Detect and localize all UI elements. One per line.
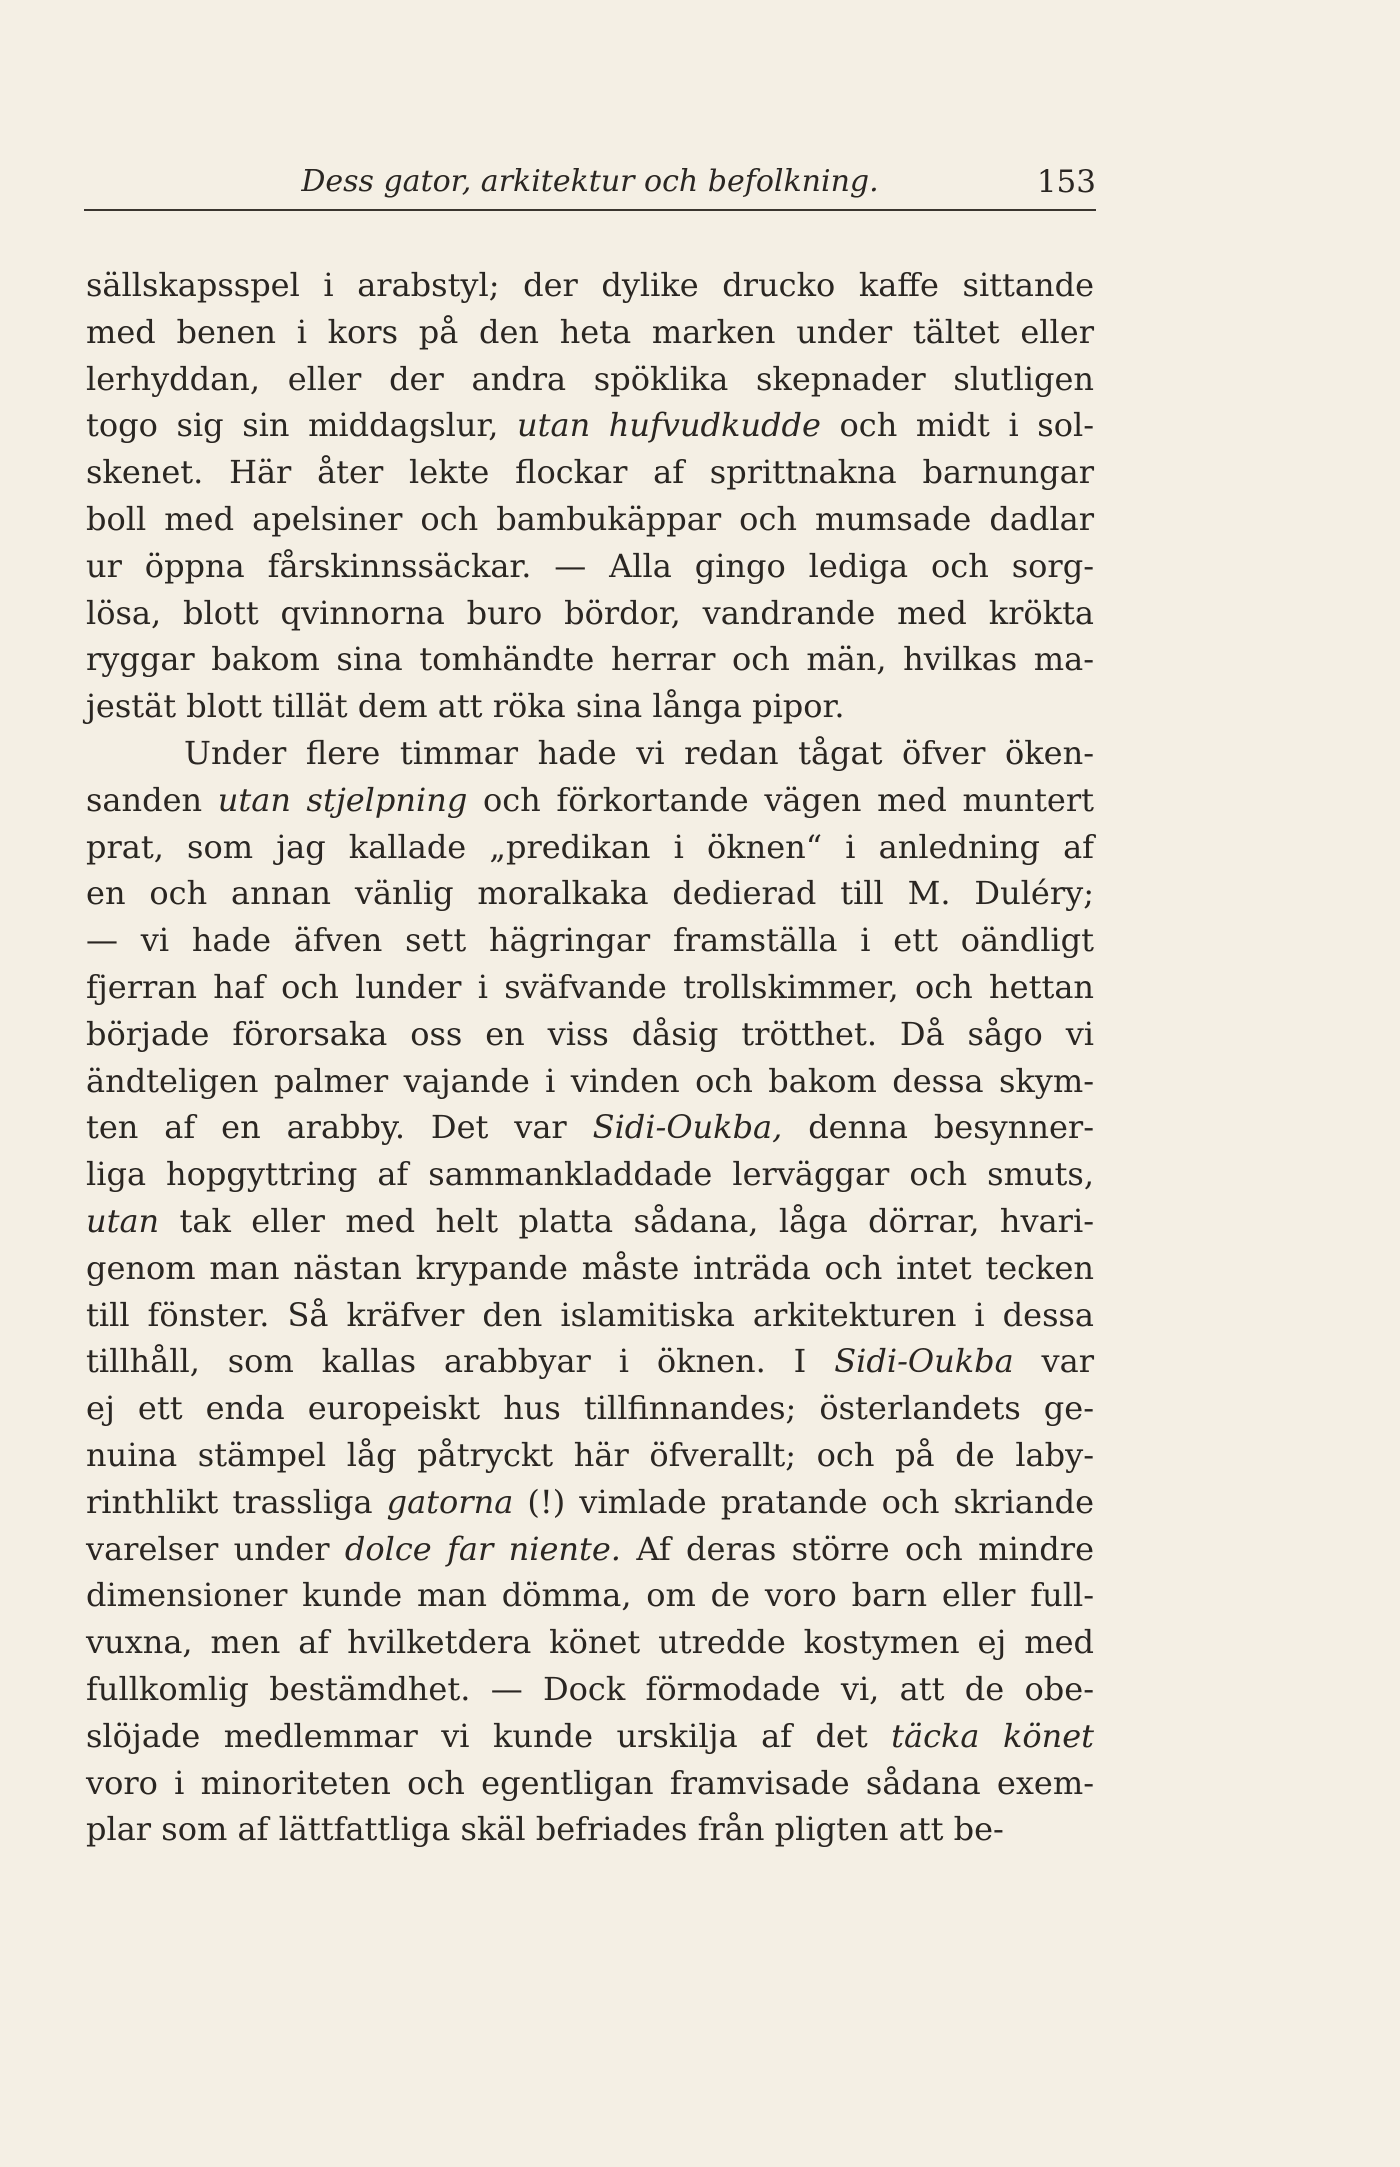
text-line	[86, 964, 1094, 1011]
text-line	[86, 402, 1094, 449]
text-segment: till fönster. Så kräfver den islamitiska arkitekturen i dessa	[86, 1295, 1094, 1334]
text-line	[86, 496, 1094, 543]
text-segment: nuina stämpel låg påtryckt här öfverallt; och på de laby-	[86, 1435, 1094, 1474]
text-segment: skenet. Här åter lekte flockar af sprittnakna barnungar	[86, 453, 1094, 492]
text-segment: lösa, blott qvinnorna buro bördor, vandrande med krökta	[86, 593, 1094, 632]
text-segment: Under flere timmar hade vi redan tågat öfver öken-	[184, 733, 1094, 772]
page-number: 153	[1036, 164, 1096, 200]
text-segment: genom man nästan krypande måste inträda och intet tecken	[86, 1248, 1094, 1287]
text-segment: varelser under	[86, 1529, 345, 1568]
text-line	[86, 1666, 1094, 1713]
italic-text: dolce far niente.	[344, 1529, 621, 1568]
text-line	[86, 262, 1094, 309]
text-segment: dimensioner kunde man dömma, om de voro barn eller full-	[86, 1576, 1094, 1615]
text-segment: prat, som jag kallade „predikan i öknen“ i anledning af	[86, 827, 1094, 866]
text-line	[86, 1806, 1094, 1853]
text-segment: en och annan vänlig moralkaka dedierad till M. Duléry;	[86, 874, 1094, 913]
text-line	[86, 1713, 1094, 1760]
text-line	[86, 636, 1094, 683]
text-segment: sällskapsspel i arabstyl; der dylike drucko kaffe sittande	[86, 266, 1094, 304]
text-line	[86, 1151, 1094, 1198]
header-rule	[84, 209, 1096, 211]
text-line	[86, 1385, 1094, 1432]
text-line	[86, 777, 1094, 824]
body-text	[86, 262, 1094, 1853]
italic-text: utan hufvudkudde	[517, 406, 821, 445]
text-segment: vuxna, men af hvilketdera könet utredde kostymen ej med	[86, 1623, 1094, 1662]
text-line	[86, 1245, 1094, 1292]
text-segment: ten af en arabby. Det var	[86, 1108, 593, 1147]
text-line	[86, 449, 1094, 496]
text-segment: var	[1013, 1342, 1095, 1381]
text-segment: och förkortande vägen med muntert	[467, 780, 1095, 819]
running-title: Dess gator, arkitektur och befolkning.	[301, 164, 879, 199]
text-line	[86, 590, 1094, 637]
text-line	[86, 824, 1094, 871]
text-segment: ej ett enda europeiskt hus tillfinnandes; österlandets ge-	[86, 1389, 1094, 1428]
text-line	[86, 1104, 1094, 1151]
text-segment: plar som af lättfattliga skäl befriades från pligten att be-	[86, 1810, 1004, 1849]
text-segment: jestät blott tillät dem att röka sina långa pipor.	[86, 687, 845, 726]
text-line	[86, 1338, 1094, 1385]
text-segment: Af deras större och mindre	[620, 1529, 1095, 1568]
text-line	[86, 1479, 1094, 1526]
text-line	[86, 917, 1094, 964]
text-line	[86, 1011, 1094, 1058]
text-segment: denna besynner-	[782, 1108, 1095, 1147]
text-segment: slöjade medlemmar vi kunde urskilja af det	[86, 1716, 892, 1755]
text-segment: sanden	[86, 780, 218, 819]
text-line	[86, 1526, 1094, 1573]
italic-text: utan stjelpning	[217, 780, 468, 819]
text-line	[86, 1432, 1094, 1479]
text-segment: tak eller med helt platta sådana, låga dörrar, hvari-	[159, 1201, 1094, 1240]
text-line	[86, 356, 1094, 403]
text-segment: fjerran haf och lunder i sväfvande trollskimmer, och hettan	[86, 967, 1094, 1006]
text-segment: ändteligen palmer vajande i vinden och bakom dessa skym-	[86, 1061, 1094, 1100]
running-head	[84, 160, 1096, 204]
text-segment: liga hopgyttring af sammankladdade lerväggar och smuts,	[86, 1155, 1094, 1194]
italic-text: utan	[86, 1201, 160, 1240]
italic-text: Sidi-Oukba,	[592, 1108, 783, 1147]
text-line	[86, 1292, 1094, 1339]
text-segment: började förorsaka oss en viss dåsig trötthet. Då sågo vi	[86, 1014, 1094, 1053]
text-line	[86, 1760, 1094, 1807]
text-segment: och midt i sol-	[820, 406, 1095, 445]
text-segment: voro i minoriteten och egentligan framvisade sådana exem-	[86, 1763, 1094, 1802]
italic-text: täcka könet	[891, 1716, 1095, 1755]
text-line	[86, 1058, 1094, 1105]
text-line	[86, 730, 1094, 777]
text-segment: rinthlikt trassliga	[86, 1482, 387, 1521]
text-segment: lerhyddan, eller der andra spöklika skepnader slutligen	[86, 359, 1094, 398]
text-segment: fullkomlig bestämdhet. — Dock förmodade vi, att de obe-	[86, 1669, 1094, 1708]
text-line	[86, 309, 1094, 356]
text-segment: boll med apelsiner och bambukäppar och mumsade dadlar	[86, 499, 1094, 538]
text-segment: — vi hade äfven sett hägringar framställa i ett oändligt	[86, 921, 1094, 960]
italic-text: Sidi-Oukba	[834, 1342, 1014, 1381]
text-line	[86, 543, 1094, 590]
text-segment: med benen i kors på den heta marken under tältet eller	[86, 312, 1094, 351]
text-line	[86, 1198, 1094, 1245]
text-segment: (!) vimlade pratande och skriande	[513, 1482, 1095, 1521]
text-segment: ryggar bakom sina tomhändte herrar och män, hvilkas ma-	[86, 640, 1094, 679]
text-segment: togo sig sin middagslur,	[86, 406, 518, 445]
text-segment: ur öppna fårskinnssäckar. — Alla gingo lediga och sorg-	[86, 546, 1094, 585]
italic-text: gatorna	[386, 1482, 514, 1521]
text-segment: tillhåll, som kallas arabbyar i öknen. I	[86, 1342, 835, 1381]
text-line	[86, 1619, 1094, 1666]
text-line	[86, 683, 1094, 730]
text-line	[86, 870, 1094, 917]
text-line	[86, 1572, 1094, 1619]
